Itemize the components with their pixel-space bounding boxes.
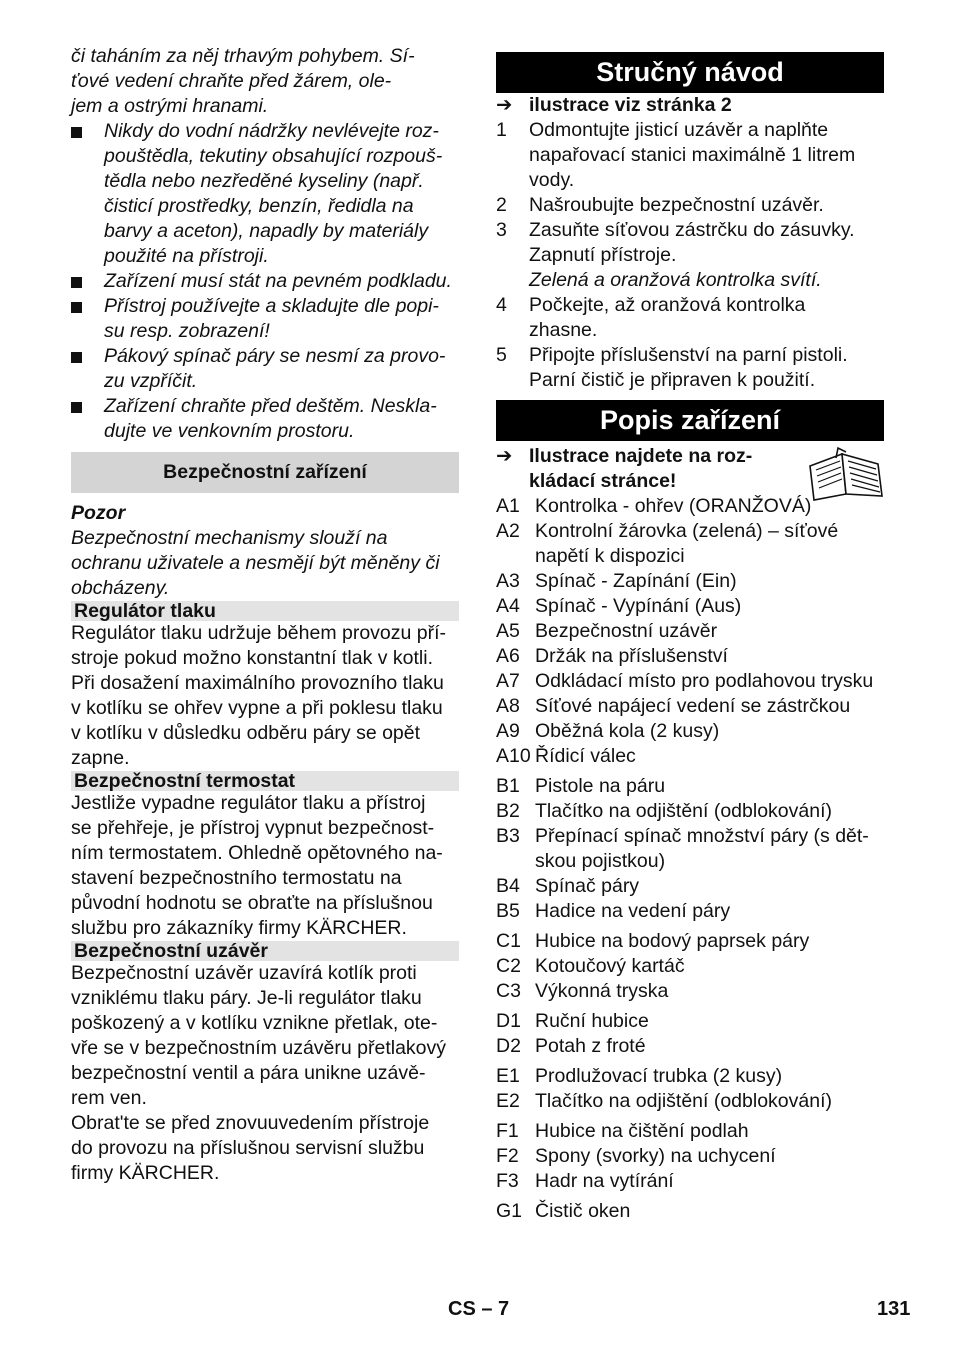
text-line: službu pro zákazníky firmy KÄRCHER. [71,917,407,939]
bullet-square-icon [71,302,82,313]
component-code: A4 [496,595,520,617]
pressure-regulator-title: Regulátor tlaku [71,601,459,621]
component-item [496,1034,884,1059]
component-item [496,719,884,744]
component-text-line: Tlačítko na odjištění (odblokování) [535,800,832,822]
component-text-line: napětí k dispozici [535,545,685,567]
text-line: obcházeny. [71,577,170,599]
component-code: A1 [496,495,520,517]
step-number: 5 [496,344,507,366]
component-text-line: Hadr na vytírání [535,1170,674,1192]
component-code: B3 [496,825,520,847]
text-line: či taháním za něj trhavým pohybem. Sí- [71,45,415,67]
device-description-heading: Popis zařízení [496,400,884,441]
text-line: Obrat'te se před znovuuvedením přístroje [71,1112,430,1134]
step-number: 4 [496,294,507,316]
pressure-regulator-text [71,621,459,771]
caution-text [71,526,459,601]
step-text-line: vody. [529,169,575,191]
component-item [496,669,884,694]
component-item [496,569,884,594]
component-item [496,1009,884,1034]
component-item [496,644,884,669]
component-code: A7 [496,670,520,692]
text-line: zapne. [71,747,130,769]
step-text-line: Zapnutí přístroje. [529,244,677,266]
bullet-item [71,394,459,444]
component-code: D1 [496,1010,521,1032]
quick-guide-step [496,343,884,393]
quick-guide-step [496,293,884,343]
component-code: B2 [496,800,520,822]
safety-cap-title: Bezpečnostní uzávěr [71,941,459,961]
quick-guide-step [496,218,884,293]
component-item [496,1199,884,1224]
component-item [496,824,884,874]
component-code: C3 [496,980,521,1002]
bullet-text-line: použité na přístroji. [104,245,269,267]
component-code: B4 [496,875,520,897]
quick-guide-step [496,193,884,218]
quick-guide-step [496,118,884,193]
component-list [496,494,884,1224]
component-text-line: Hubice na bodový paprsek páry [535,930,810,952]
component-text-line: Přepínací spínač množství páry (s dět- [535,825,869,847]
text-line: do provozu na příslušnou servisní službu [71,1137,425,1159]
component-item [496,1064,884,1089]
quick-guide-reference-text: ilustrace viz stránka 2 [529,94,732,116]
component-code: G1 [496,1200,523,1222]
component-text-line: Spony (svorky) na uchycení [535,1145,776,1167]
text-line: Regulátor tlaku udržuje během provozu pří- [71,622,447,644]
component-text-line: Bezpečnostní uzávěr [535,620,718,642]
step-text-line: zhasne. [529,319,598,341]
bullet-square-icon [71,277,82,288]
component-text-line: Prodlužovací trubka (2 kusy) [535,1065,783,1087]
component-item [496,954,884,979]
text-line: vře se v bezpečnostním uzávěru přetlakový [71,1037,447,1059]
component-item [496,979,884,1004]
bullet-item [71,294,459,344]
text-line: ťové vedení chraňte před žárem, ole- [71,70,392,92]
bullet-text-line: barvy a aceton), napadly by materiály [104,220,429,242]
component-text-line: Odkládací místo pro podlahovou trysku [535,670,874,692]
component-code: A9 [496,720,520,742]
text-line: původní hodnotu se obraťte na příslušnou [71,892,433,914]
component-item [496,744,884,769]
text-line: kládací stránce! [529,470,677,492]
bullet-text-line: Zařízení musí stát na pevném podkladu. [104,270,452,292]
bullet-item [71,269,459,294]
component-text-line: Spínač - Zapínání (Ein) [535,570,737,592]
bullet-text-line: Nikdy do vodní nádržky nevlévejte roz- [104,120,439,142]
text-line: poškozený a v kotlíku vznikne přetlak, ote- [71,1012,438,1034]
safety-devices-heading: Bezpečnostní zařízení [71,452,459,493]
component-code: E2 [496,1090,520,1112]
component-text-line: Ruční hubice [535,1010,649,1032]
component-text-line: Držák na příslušenství [535,645,728,667]
text-line: Při dosažení maximálního provozního tlaku [71,672,444,694]
bullet-text-line: čisticí prostředky, benzín, ředidla na [104,195,414,217]
step-text-line: Našroubujte bezpečnostní uzávěr. [529,194,824,216]
component-text-line: Výkonná tryska [535,980,669,1002]
component-item [496,799,884,824]
component-code: A8 [496,695,520,717]
component-item [496,874,884,899]
component-text-line: Tlačítko na odjištění (odblokování) [535,1090,832,1112]
intro-text [71,44,459,119]
component-code: F2 [496,1145,519,1167]
component-item [496,519,884,569]
text-line: stroje pokud možno konstantní tlak v kotli. [71,647,434,669]
component-item [496,1089,884,1114]
text-line: jem a ostrými hranami. [71,95,269,117]
step-number: 3 [496,219,507,241]
component-item [496,1119,884,1144]
step-number: 2 [496,194,507,216]
safety-bullet-list [71,119,459,444]
bullet-text-line: Přístroj používejte a skladujte dle popi- [104,295,439,317]
open-book-icon [806,446,886,502]
component-item [496,774,884,799]
step-note: Zelená a oranžová kontrolka svítí. [529,269,822,291]
bullet-text-line: Zařízení chraňte před deštěm. Neskla- [104,395,437,417]
component-item [496,1169,884,1194]
quick-guide-steps [496,118,884,393]
bullet-square-icon [71,127,82,138]
text-line: Bezpečnostní uzávěr uzavírá kotlík proti [71,962,417,984]
arrow-right-icon: ➔ [496,94,513,116]
component-text-line: Kontrolka - ohřev (ORANŽOVÁ) [535,495,812,517]
component-text-line: Kotoučový kartáč [535,955,685,977]
bullet-item [71,344,459,394]
bullet-item [71,119,459,269]
step-text-line: Připojte příslušenství na parní pistoli. [529,344,848,366]
component-text-line: Síťové napájecí vedení se zástrčkou [535,695,851,717]
component-code: C1 [496,930,521,952]
text-line: bezpečnostní ventil a pára unikne uzávě- [71,1062,426,1084]
component-code: B1 [496,775,520,797]
text-line: stavení bezpečnostního termostatu na [71,867,402,889]
step-text-line: Parní čistič je připraven k použití. [529,369,816,391]
text-line: firmy KÄRCHER. [71,1162,220,1184]
text-line: Bezpečnostní mechanismy slouží na [71,527,388,549]
component-text-line: Čistič oken [535,1200,631,1222]
component-text-line: Spínač - Vypínání (Aus) [535,595,742,617]
caution-label: Pozor [71,502,126,524]
component-text-line: Oběžná kola (2 kusy) [535,720,720,742]
step-text-line: Zasuňte síťovou zástrčku do zásuvky. [529,219,855,241]
footer-section-label: CS – 7 [448,1298,510,1320]
step-number: 1 [496,119,507,141]
component-item [496,1144,884,1169]
text-line: vzniklému tlaku páry. Je-li regulátor tlaku [71,987,422,1009]
component-code: A3 [496,570,520,592]
component-code: B5 [496,900,520,922]
component-text-line: Potah z froté [535,1035,646,1057]
arrow-right-icon: ➔ [496,445,513,467]
step-text-line: Odmontujte jisticí uzávěr a naplňte [529,119,829,141]
component-item [496,929,884,954]
quick-guide-reference [496,93,884,118]
quick-guide-heading: Stručný návod [496,52,884,93]
component-text-line: skou pojistkou) [535,850,666,872]
bullet-text-line: Pákový spínač páry se nesmí za provo- [104,345,446,367]
text-line: ochranu uživatele a nesmějí být měněny či [71,552,440,574]
component-code: E1 [496,1065,520,1087]
text-line: ním termostatem. Ohledně opětovného na- [71,842,443,864]
safety-thermostat-title: Bezpečnostní termostat [71,771,459,791]
component-text-line: Hubice na čištění podlah [535,1120,749,1142]
text-line: se přehřeje, je přístroj vypnut bezpečnost- [71,817,435,839]
component-code: A5 [496,620,520,642]
bullet-square-icon [71,402,82,413]
left-column [71,44,459,1186]
bullet-text-line: pouštědla, tekutiny obsahující rozpouš- [104,145,443,167]
text-line: Ilustrace najdete na roz- [529,445,753,467]
component-item [496,594,884,619]
component-code: A10 [496,745,531,767]
component-text-line: Hadice na vedení páry [535,900,731,922]
component-text-line: Kontrolní žárovka (zelená) – síťové [535,520,839,542]
bullet-text-line: tědla nebo nezředěné kyseliny (např. [104,170,424,192]
text-line: Jestliže vypadne regulátor tlaku a přístroj [71,792,426,814]
safety-cap-text [71,961,459,1186]
component-code: F1 [496,1120,519,1142]
component-code: D2 [496,1035,521,1057]
safety-thermostat-text [71,791,459,941]
component-item [496,899,884,924]
bullet-text-line: zu vzpříčit. [104,370,198,392]
component-text-line: Spínač páry [535,875,640,897]
right-column [496,44,884,1224]
text-line: rem ven. [71,1087,147,1109]
component-item [496,694,884,719]
bullet-text-line: dujte ve venkovním prostoru. [104,420,355,442]
footer-page-number: 131 [877,1298,911,1320]
component-text-line: Řídicí válec [535,745,636,767]
bullet-square-icon [71,352,82,363]
component-code: F3 [496,1170,519,1192]
component-item [496,619,884,644]
component-text-line: Pistole na páru [535,775,666,797]
bullet-text-line: su resp. zobrazení! [104,320,270,342]
component-code: A2 [496,520,520,542]
component-code: A6 [496,645,520,667]
step-text-line: Počkejte, až oranžová kontrolka [529,294,806,316]
component-code: C2 [496,955,521,977]
text-line: v kotlíku v důsledku odběru páry se opět [71,722,421,744]
step-text-line: napařovací stanici maximálně 1 litrem [529,144,856,166]
text-line: v kotlíku se ohřev vypne a při poklesu tlaku [71,697,443,719]
